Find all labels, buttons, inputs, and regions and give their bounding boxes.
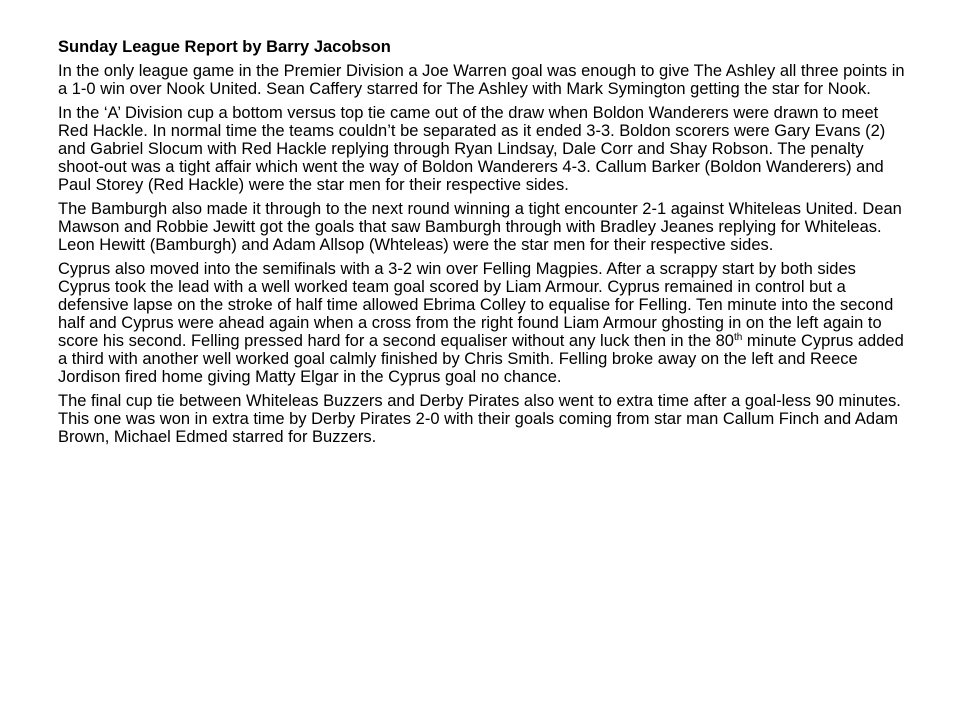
paragraph-a-division-cup: In the ‘A’ Division cup a bottom versus top tie came out of the draw when Boldon Wanderers were drawn to meet Red Hackle. In normal time the teams couldn’t be separated as it ended 3-3. Boldon scorers were Gary Evans (2) and Gabriel Slocum with Red Hackle replying through Ryan Lindsay, Dale Corr and Shay Robson. The penalty shoot-out was a tight affair which went the way of Boldon Wanderers 4-3. Callum Barker (Boldon Wanderers) and Paul Storey (Red Hackle) were the star men for their respective sides. xyxy=(58,104,886,194)
cyprus-text-part-2: minute Cyprus added a third with another well worked goal calmly finished by Chris Smith. Felling broke away on the left and Reece Jordison fired home giving Matty Elgar in the Cyprus goal no chance. xyxy=(58,332,904,386)
cyprus-text-part-1: Cyprus also moved into the semifinals with a 3-2 win over Felling Magpies. After a scrappy start by both sides Cyprus took the lead with a well worked team goal scored by Liam Armour. Cyprus remained in control but a defensive lapse on the stroke of half time allowed Ebrima Colley to equalise for Felling. Ten minute into the second half and Cyprus were ahead again when a cross from the right found Liam Armour ghosting in on the left again to score his second. Felling pressed hard for a second equaliser without any luck then in the 80 xyxy=(58,260,894,350)
paragraph-bamburgh: The Bamburgh also made it through to the next round winning a tight encounter 2-1 against Whiteleas United. Dean Mawson and Robbie Jewitt got the goals that saw Bamburgh through with Bradley Jeanes replying for Whiteleas. Leon Hewitt (Bamburgh) and Adam Allsop (Whteleas) were the star men for their respective sides. xyxy=(58,200,902,254)
paragraph-premier-division: In the only league game in the Premier Division a Joe Warren goal was enough to give The Ashley all three points in a 1-0 win over Nook United. Sean Caffery starred for The Ashley with Mark Symington getting the star for Nook. xyxy=(58,62,905,98)
paragraph-final-cup-tie: The final cup tie between Whiteleas Buzzers and Derby Pirates also went to extra time after a goal-less 90 minutes. This one was won in extra time by Derby Pirates 2-0 with their goals coming from star man Callum Finch and Adam Brown, Michael Edmed starred for Buzzers. xyxy=(58,392,901,446)
report-text-box xyxy=(58,38,908,452)
paragraph-cyprus xyxy=(58,260,908,386)
report-title: Sunday League Report by Barry Jacobson xyxy=(58,38,391,56)
ordinal-suffix: th xyxy=(733,332,743,343)
